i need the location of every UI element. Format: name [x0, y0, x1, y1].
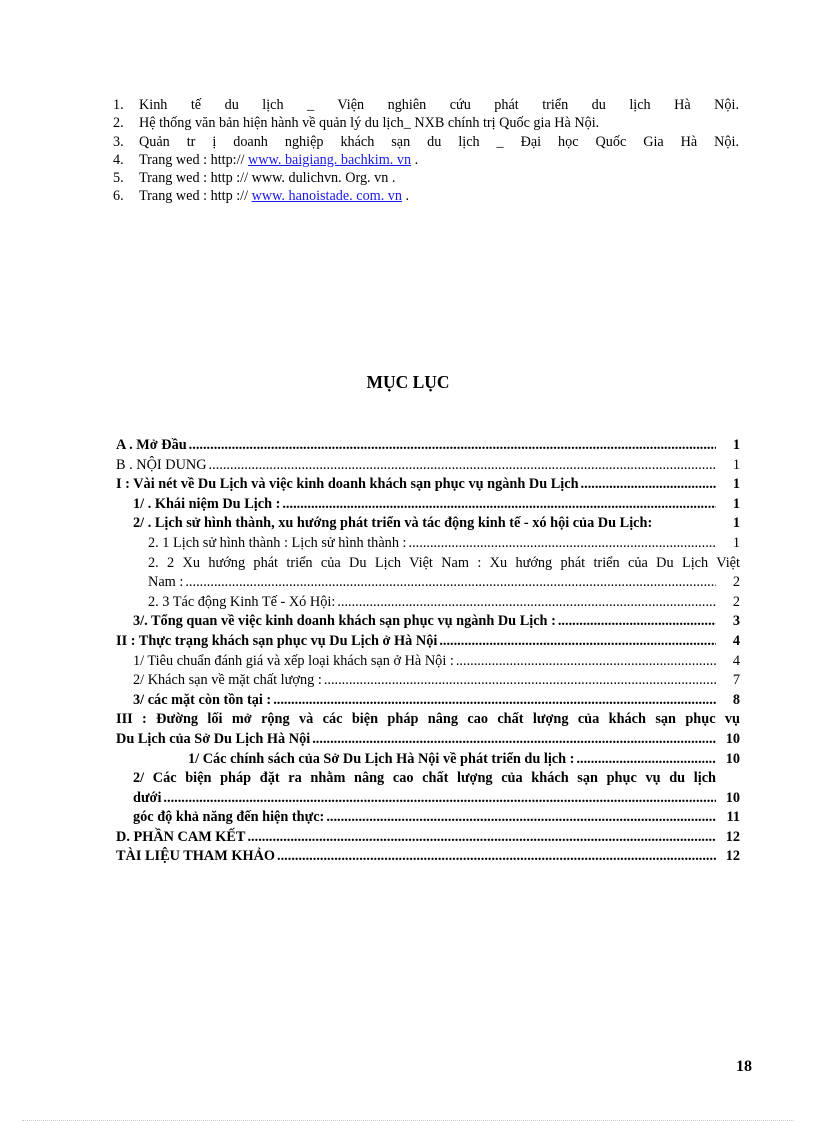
dot-leader: [439, 632, 716, 652]
toc-entry-continuation[interactable]: Nam : ..... 2: [116, 573, 740, 593]
toc-entry[interactable]: 1/ . Khái niệm Du Lịch : ..... 1: [116, 495, 740, 515]
reference-link[interactable]: www. hanoistade. com. vn: [251, 188, 402, 205]
toc-entry-continuation[interactable]: dưới ..... 10: [116, 789, 740, 809]
dot-leader: [247, 828, 716, 848]
page-bottom-rule: [22, 1120, 794, 1121]
table-of-contents: [116, 436, 740, 867]
toc-entry[interactable]: 1/ Tiêu chuẩn đánh giá và xếp loại khách sạn ở Hà Nội : ..... 4: [116, 652, 740, 672]
toc-entry[interactable]: TÀI LIỆU THAM KHẢO ..... 12: [116, 847, 740, 867]
dot-leader: [189, 436, 716, 456]
toc-entry[interactable]: III : Đường lối mở rộng và các biện pháp nâng cao chất lượng của khách sạn phục vụ: [116, 711, 740, 728]
toc-entry[interactable]: B . NỘI DUNG ..... 1: [116, 456, 740, 476]
reference-link[interactable]: www. baigiang. bachkim. vn: [248, 151, 412, 168]
toc-entry-continuation[interactable]: Du Lịch của Sở Du Lịch Hà Nội ..... 10: [116, 730, 740, 750]
toc-entry[interactable]: 2/ . Lịch sử hình thành, xu hướng phát triển và tác động kinh tế - xó hội của Du Lịch: 1: [133, 515, 740, 532]
reference-item: 1. Kinh tế du lịch _ Viện nghiên cứu phát triển du lịch Hà Nội.: [113, 97, 739, 113]
dot-leader: [581, 475, 716, 495]
dot-leader: [326, 808, 716, 828]
dot-leader: [456, 652, 716, 672]
reference-item: 5. Trang wed : http :// www. dulichvn. Org. vn .: [113, 170, 396, 187]
toc-entry[interactable]: 2. 2 Xu hướng phát triển của Du Lịch Việt Nam : Xu hướng phát triển của Du Lịch Việt: [148, 554, 740, 571]
dot-leader: [409, 534, 716, 554]
dot-leader: [209, 456, 716, 476]
dot-leader: [185, 573, 716, 593]
dot-leader: [282, 495, 716, 515]
toc-entry[interactable]: 2/ Các biện pháp đặt ra nhằm nâng cao chất lượng của khách sạn phục vụ du lịch: [133, 770, 716, 787]
dot-leader: [312, 730, 716, 750]
dot-leader: [163, 789, 716, 809]
dot-leader: [558, 612, 716, 632]
dot-leader: [324, 671, 716, 691]
toc-title: MỤC LỤC: [366, 372, 450, 392]
toc-entry[interactable]: A . Mở Đầu ..... 1: [116, 436, 740, 456]
toc-entry[interactable]: II : Thực trạng khách sạn phục vụ Du Lịch ở Hà Nội ..... 4: [116, 632, 740, 652]
toc-entry[interactable]: 2. 3 Tác động Kinh Tế - Xó Hội: ..... 2: [116, 593, 740, 613]
dot-leader: [576, 750, 716, 770]
page-number: 18: [736, 1058, 752, 1075]
reference-item: 6. Trang wed : http :// www. hanoistade. com. vn .: [113, 188, 410, 205]
reference-item: 2. Hệ thống văn bản hiện hành về quản lý du lịch_ NXB chính trị Quốc gia Hà Nội.: [113, 115, 600, 132]
toc-entry[interactable]: I : Vài nét về Du Lịch và việc kinh doanh khách sạn phục vụ ngành Du Lịch ..... 1: [116, 475, 740, 495]
dot-leader: [273, 691, 716, 711]
toc-entry[interactable]: 3/ các mặt còn tồn tại : ..... 8: [116, 691, 740, 711]
dot-leader: [277, 847, 716, 867]
toc-entry[interactable]: góc độ khả năng đến hiện thực: ..... 11: [116, 808, 740, 828]
reference-item: 3. Quản tr ị doanh nghiệp khách sạn du lịch _ Đại học Quốc Gia Hà Nội.: [113, 133, 739, 150]
toc-entry[interactable]: 2/ Khách sạn về mặt chất lượng : ..... 7: [116, 671, 740, 691]
toc-entry[interactable]: 3/. Tổng quan về việc kinh doanh khách sạn phục vụ ngành Du Lịch : ..... 3: [116, 612, 740, 632]
toc-entry[interactable]: D. PHẦN CAM KẾT ..... 12: [116, 828, 740, 848]
toc-entry[interactable]: 2. 1 Lịch sử hình thành : Lịch sử hình thành : ..... 1: [116, 534, 740, 554]
toc-entry[interactable]: 1/ Các chính sách của Sở Du Lịch Hà Nội về phát triển du lịch : ..... 10: [116, 750, 740, 770]
reference-item: 4. Trang wed : http:// www. baigiang. bachkim. vn .: [113, 151, 419, 168]
reference-list: [113, 96, 739, 206]
dot-leader: [337, 593, 716, 613]
